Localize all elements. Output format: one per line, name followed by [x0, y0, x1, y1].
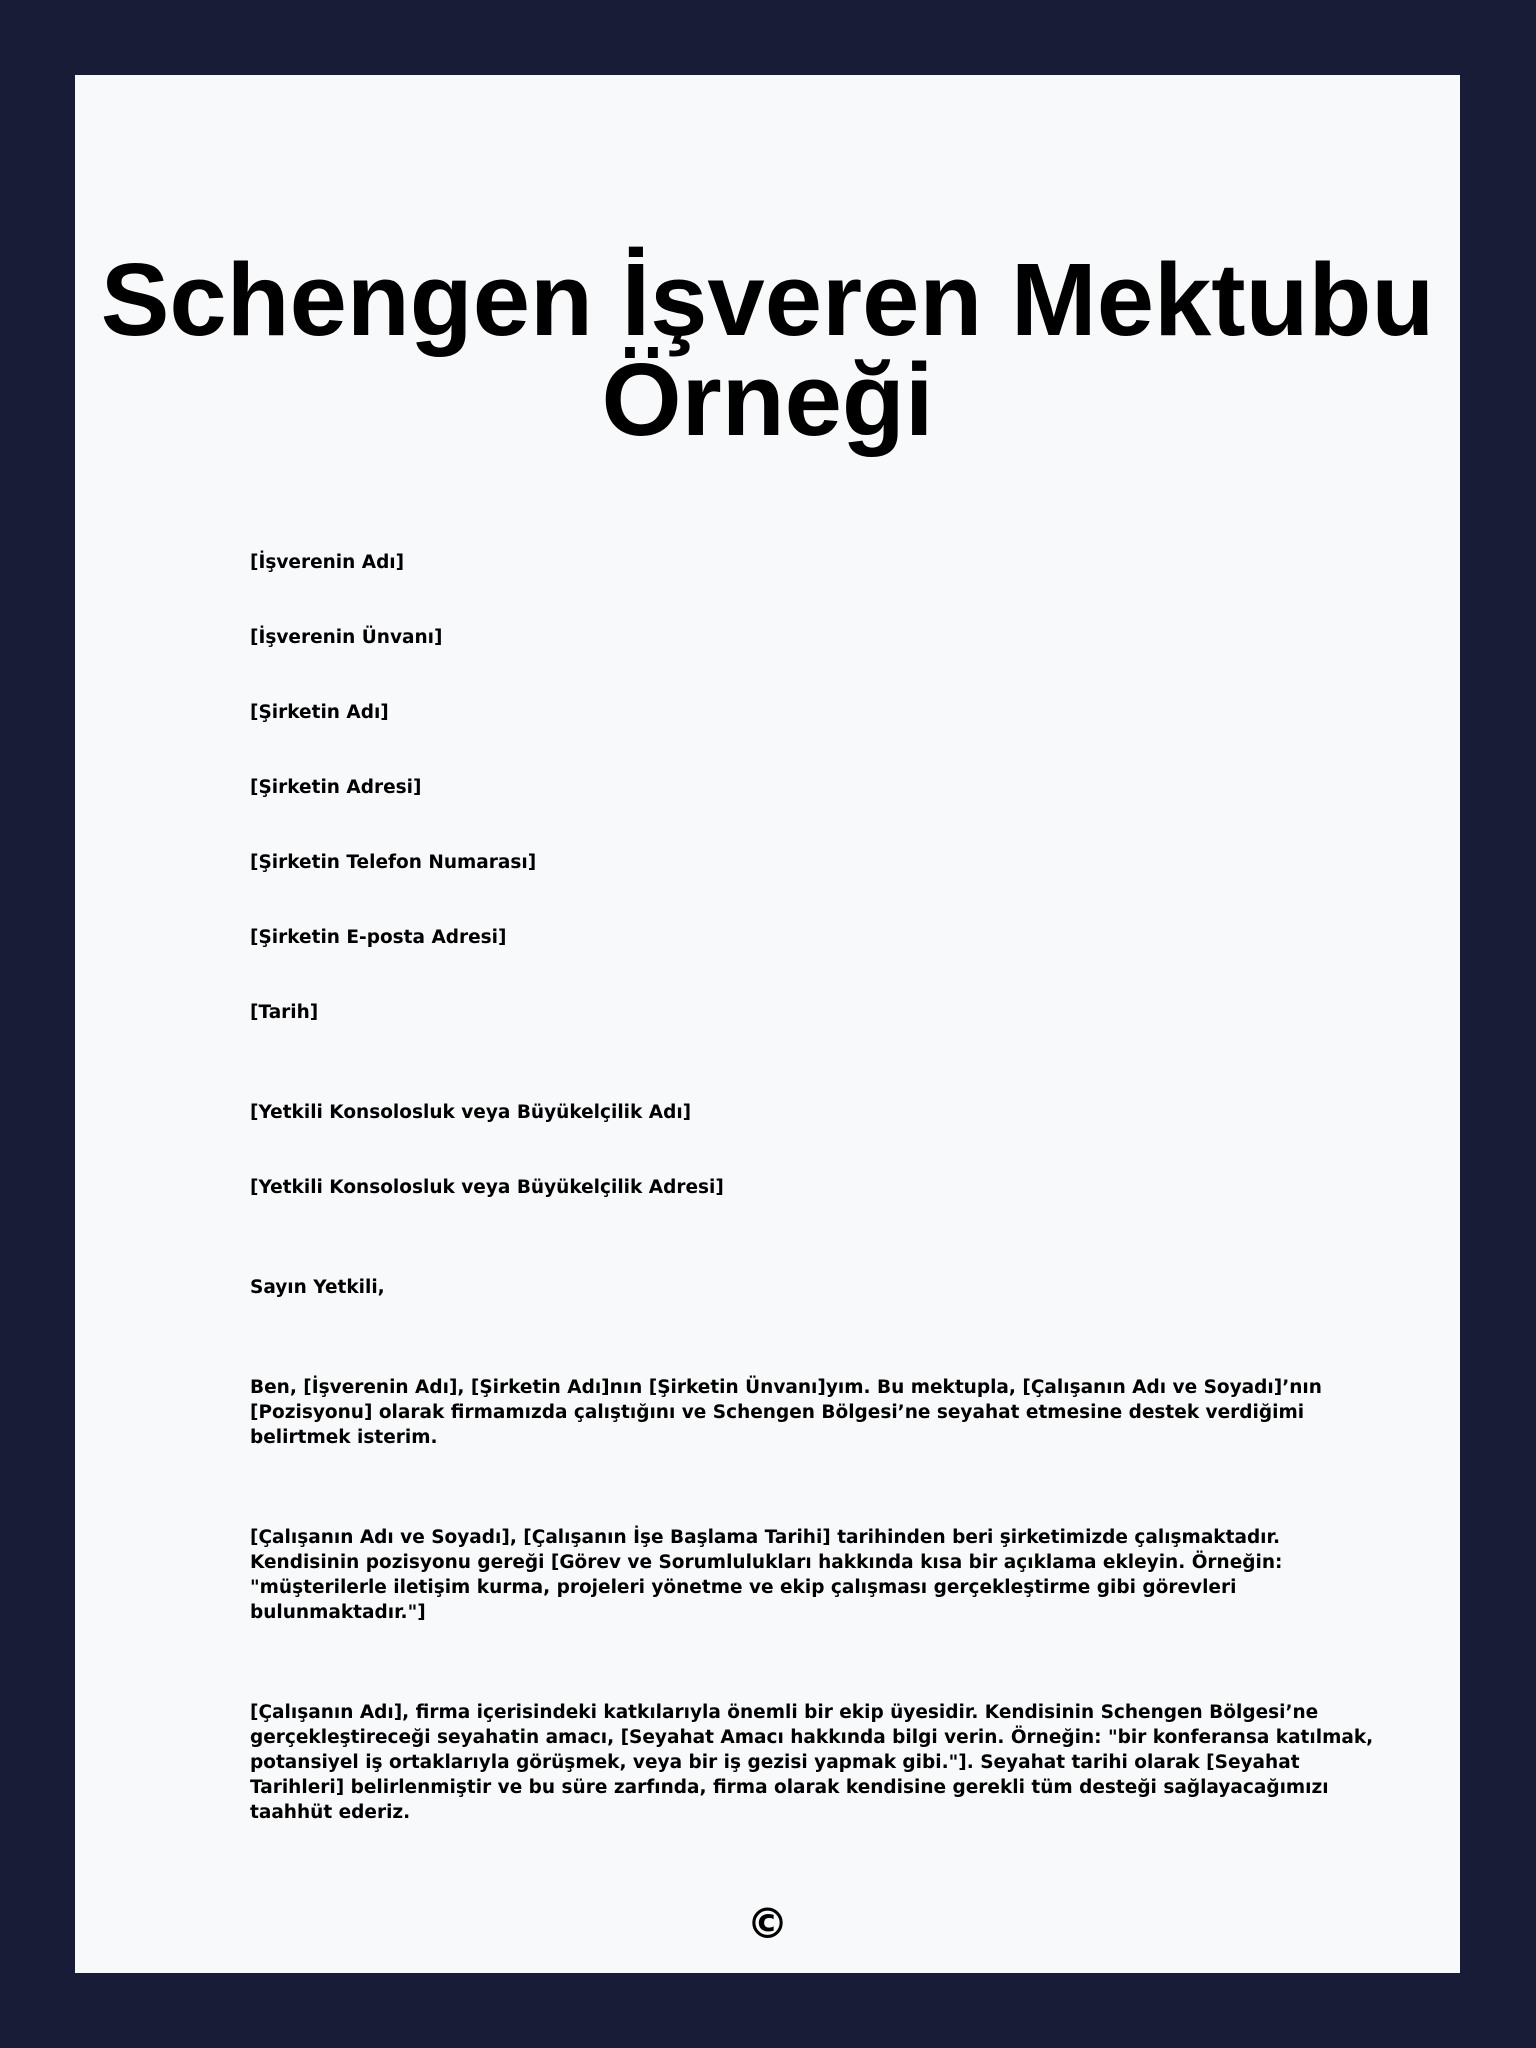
- paragraph-travel-purpose: [250, 1700, 1374, 1825]
- company-name-field: [Şirketin Adı]: [250, 702, 389, 723]
- company-address-field: [Şirketin Adresi]: [250, 777, 422, 798]
- page-title: [75, 242, 1460, 457]
- paragraph-line: bulunmaktadır."]: [250, 1602, 426, 1623]
- paragraph-employment: [250, 1525, 1290, 1625]
- employer-title-field: [İşverenin Ünvanı]: [250, 627, 443, 648]
- paragraph-line: [Çalışanın Adı ve Soyadı], [Çalışanın İşe Başlama Tarihi] tarihinden beri şirketimizde çalışmaktadır.: [250, 1527, 1281, 1548]
- paragraph-line: Kendisinin pozisyonu gereği [Görev ve Sorumlulukları hakkında kısa bir açıklama ekleyin. Örneğin:: [250, 1552, 1283, 1573]
- document-page: [75, 75, 1460, 1973]
- paragraph-line: potansiyel iş ortaklarıyla görüşmek, veya bir iş gezisi yapmak gibi."]. Seyahat tarihi olarak [Seyahat: [250, 1752, 1300, 1773]
- paragraph-line: "müşterilerle iletişim kurma, projeleri yönetme ve ekip çalışması gerçekleştirme gibi görevleri: [250, 1577, 1237, 1598]
- paragraph-line: [Pozisyonu] olarak firmamızda çalıştığını ve Schengen Bölgesi’ne seyahat etmesine destek verdiğimi: [250, 1402, 1305, 1423]
- copyright-icon: ©: [746, 1899, 789, 1948]
- company-email-field: [Şirketin E-posta Adresi]: [250, 927, 507, 948]
- date-field: [Tarih]: [250, 1002, 319, 1023]
- company-phone-field: [Şirketin Telefon Numarası]: [250, 852, 537, 873]
- paragraph-line: Tarihleri] belirlenmiştir ve bu süre zarfında, firma olarak kendisine gerekli tüm desteği sağlayacağımızı: [250, 1777, 1329, 1798]
- consulate-name-field: [Yetkili Konsolosluk veya Büyükelçilik Adı]: [250, 1102, 692, 1123]
- consulate-address-field: [Yetkili Konsolosluk veya Büyükelçilik Adresi]: [250, 1177, 724, 1198]
- paragraph-line: gerçekleştireceği seyahatin amacı, [Seyahat Amacı hakkında bilgi verin. Örneğin: "bir konferansa katılmak,: [250, 1727, 1374, 1748]
- paragraph-line: Ben, [İşverenin Adı], [Şirketin Adı]nın [Şirketin Ünvanı]yım. Bu mektupla, [Çalışanın Adı ve Soyadı]’nın: [250, 1377, 1322, 1398]
- paragraph-introduction: [250, 1375, 1322, 1450]
- title-line-1: Schengen İşveren Mektubu: [100, 242, 1435, 357]
- paragraph-line: belirtmek isterim.: [250, 1427, 438, 1448]
- employer-name-field: [İşverenin Adı]: [250, 552, 405, 573]
- salutation: Sayın Yetkili,: [250, 1277, 385, 1298]
- paragraph-line: [Çalışanın Adı], firma içerisindeki katkılarıyla önemli bir ekip üyesidir. Kendisinin Schengen Bölgesi’ne: [250, 1702, 1319, 1723]
- title-line-2: Örneği: [601, 342, 934, 457]
- paragraph-line: taahhüt ederiz.: [250, 1802, 411, 1823]
